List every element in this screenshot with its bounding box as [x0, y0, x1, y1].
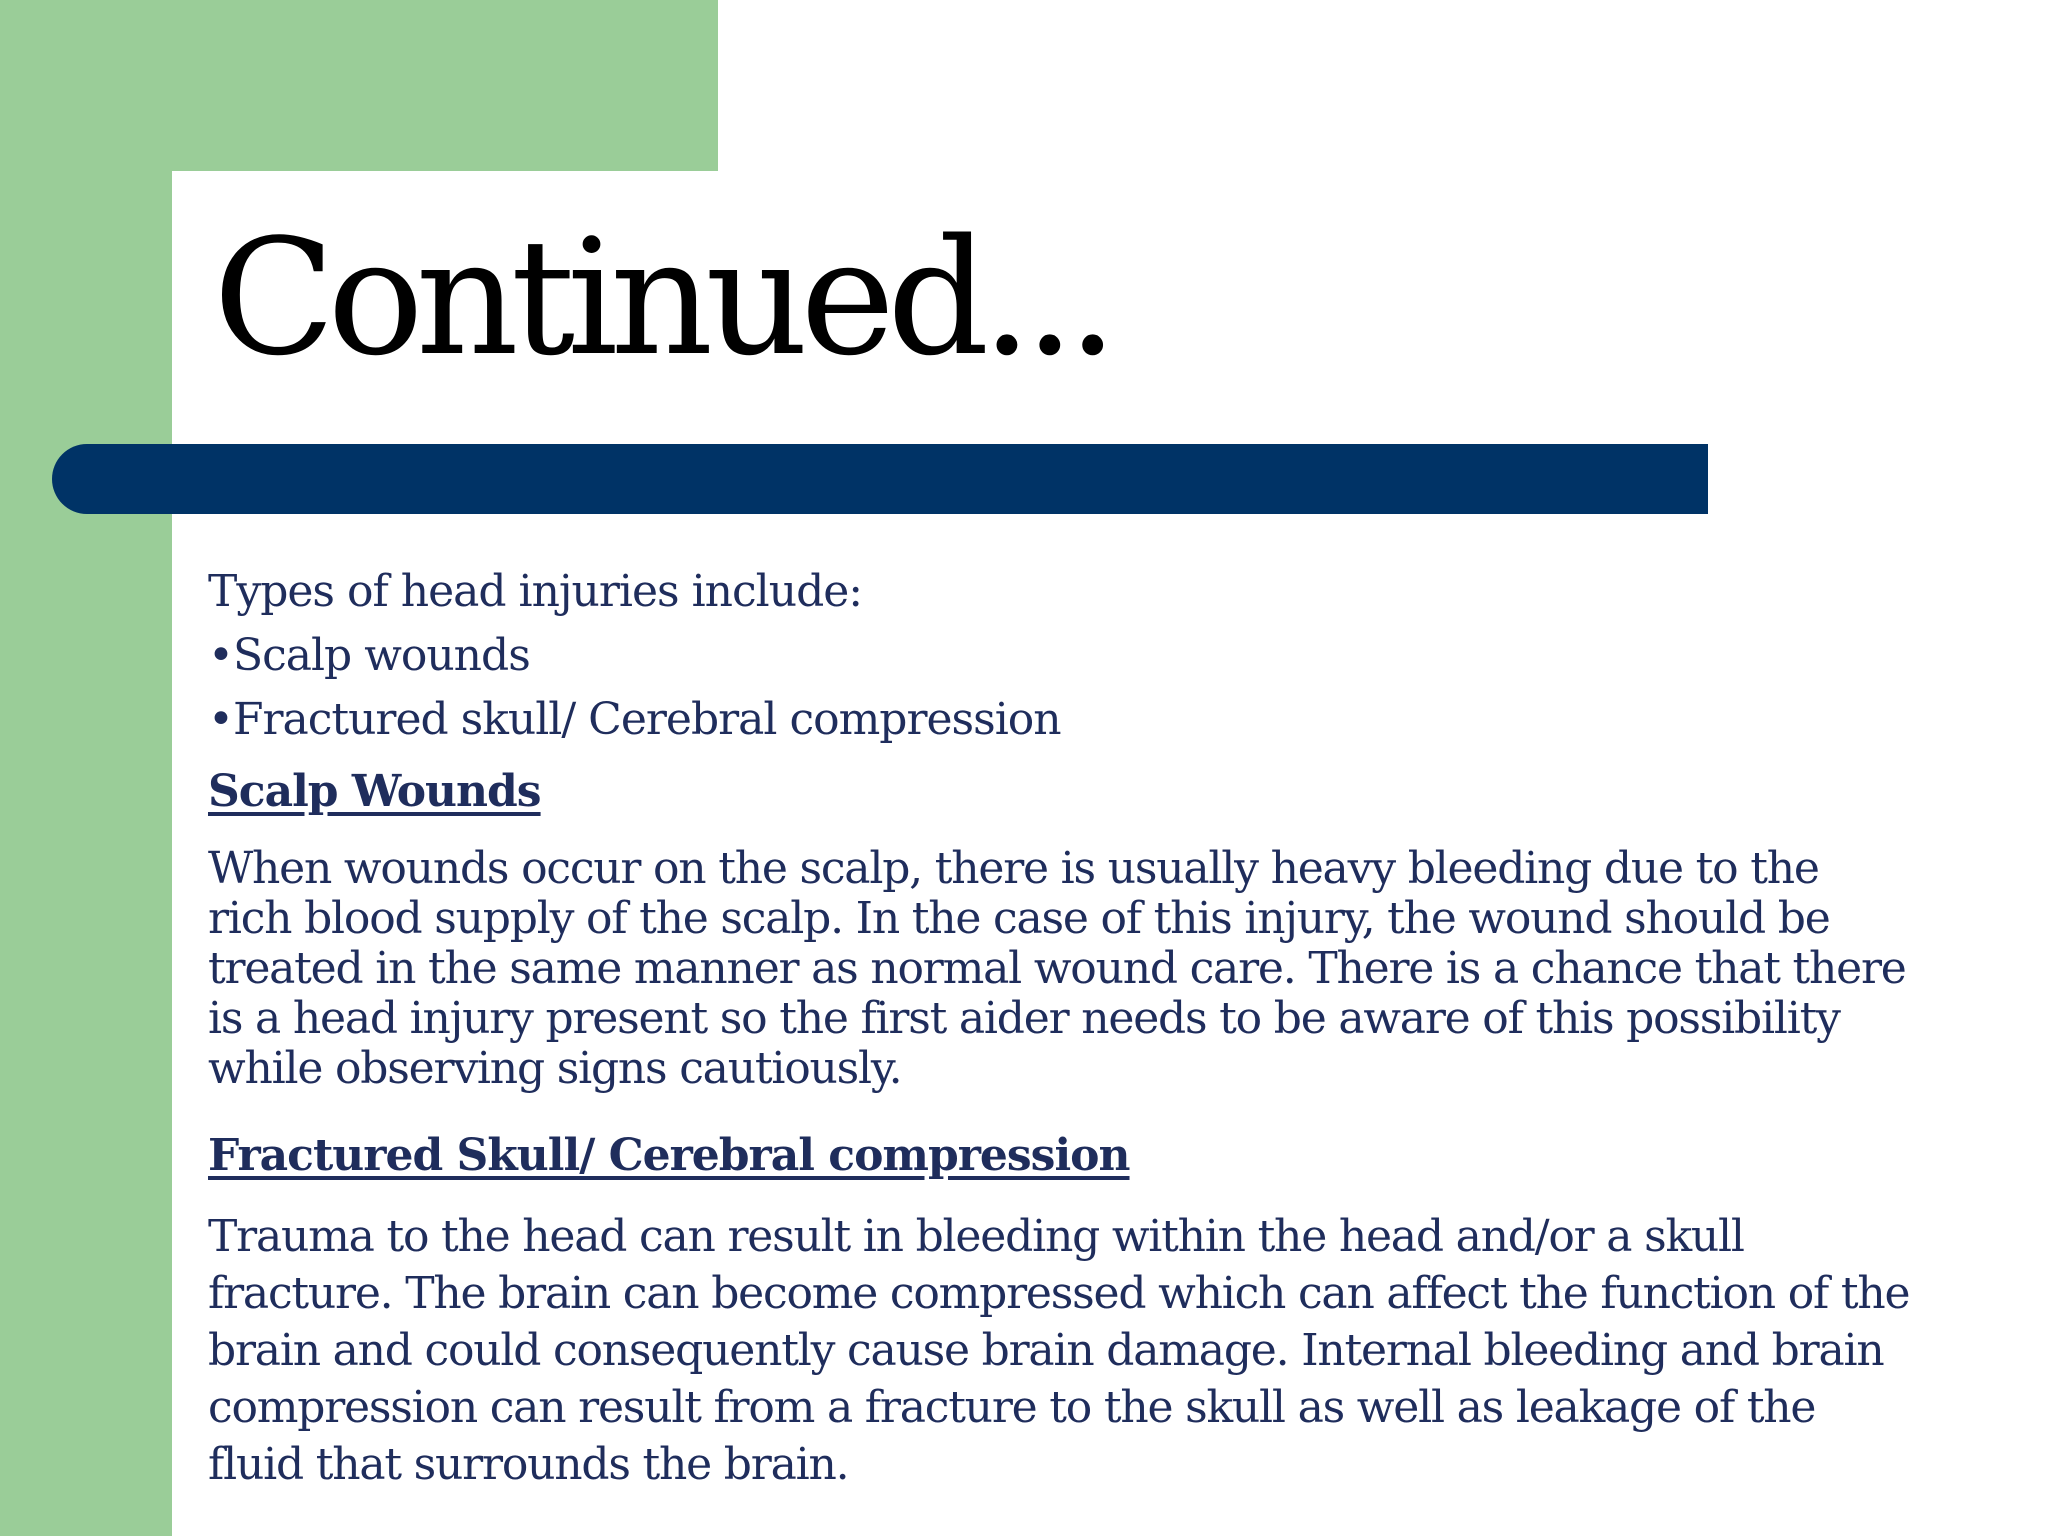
- fractured-skull-paragraph: [208, 1208, 1968, 1493]
- bullet-glyph: •: [208, 694, 233, 745]
- slide-title: Continued...: [213, 204, 1111, 391]
- paragraph-line: fracture. The brain can become compressed which can affect the function of the: [208, 1268, 1910, 1319]
- paragraph-line: brain and could consequently cause brain damage. Internal bleeding and brain: [208, 1325, 1884, 1376]
- green-side-strip: [0, 0, 172, 1536]
- paragraph-line: while observing signs cautiously.: [208, 1043, 902, 1094]
- section-heading-scalp-wounds: Scalp Wounds: [208, 766, 541, 817]
- section-heading-fractured-skull: Fractured Skull/ Cerebral compression: [208, 1130, 1130, 1181]
- paragraph-line: Trauma to the head can result in bleeding within the head and/or a skull: [208, 1211, 1744, 1262]
- scalp-wounds-paragraph: [208, 844, 1968, 1094]
- bullet-glyph: •: [208, 630, 233, 681]
- bullet-text: Scalp wounds: [232, 630, 530, 681]
- paragraph-line: fluid that surrounds the brain.: [208, 1439, 849, 1490]
- bullet-item: [208, 688, 2008, 752]
- paragraph-line: rich blood supply of the scalp. In the case of this injury, the wound should be: [208, 893, 1830, 944]
- paragraph-line: compression can result from a fracture to the skull as well as leakage of the: [208, 1382, 1816, 1433]
- intro-text: Types of head injuries include:: [208, 566, 863, 617]
- bullet-item: [208, 624, 2008, 688]
- paragraph-line: is a head injury present so the first aider needs to be aware of this possibility: [208, 993, 1840, 1044]
- paragraph-line: treated in the same manner as normal wound care. There is a chance that there: [208, 943, 1906, 994]
- bullet-text: Fractured skull/ Cerebral compression: [232, 694, 1061, 745]
- title-divider-bar: [52, 444, 1708, 514]
- green-top-block: [0, 0, 718, 171]
- paragraph-line: When wounds occur on the scalp, there is usually heavy bleeding due to the: [208, 843, 1819, 894]
- slide-body: [208, 560, 2008, 1493]
